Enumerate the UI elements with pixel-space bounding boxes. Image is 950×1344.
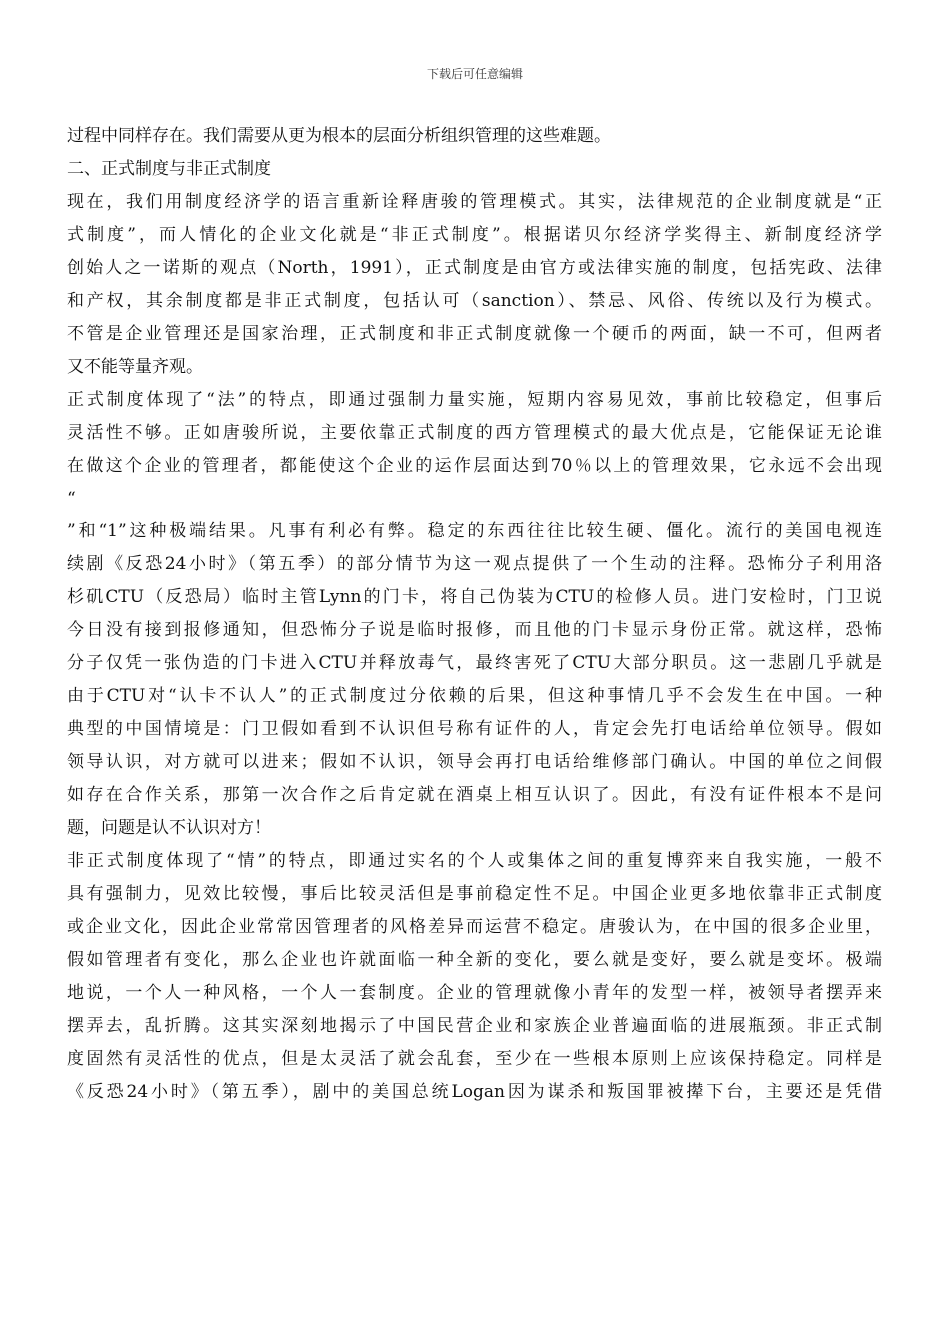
text-line: 不管是企业管理还是国家治理，正式制度和非正式制度就像一个硬币的两面，缺一不可，但两者 <box>67 324 882 344</box>
text-line: 正式制度体现了“法”的特点，即通过强制力量实施，短期内容易见效，事前比较稳定，但事后 <box>67 390 882 410</box>
text-line: 非正式制度体现了“情”的特点，即通过实名的个人或集体之间的重复博弈来自我实施，一般不 <box>67 851 882 871</box>
text-line: 和产权，其余制度都是非正式制度，包括认可（sanction）、禁忌、风俗、传统以及行为模式。 <box>67 291 882 311</box>
text-line: 创始人之一诺斯的观点（North，1991），正式制度是由官方或法律实施的制度，包括宪政、法律 <box>67 258 882 278</box>
text-line: 典型的中国情境是：门卫假如看到不认识但号称有证件的人，肯定会先打电话给单位领导。假如 <box>67 719 882 739</box>
text-line: 《反恐24小时》（第五季），剧中的美国总统Logan因为谋杀和叛国罪被撵下台，主要还是凭借 <box>67 1082 882 1102</box>
text-line: 式制度”，而人情化的企业文化就是“非正式制度”。根据诺贝尔经济学奖得主、新制度经济学 <box>67 225 882 245</box>
text-line: 灵活性不够。正如唐骏所说，主要依靠正式制度的西方管理模式的最大优点是，它能保证无论谁 <box>67 423 882 443</box>
text-line: 过程中同样存在。我们需要从更为根本的层面分析组织管理的这些难题。 <box>67 126 611 146</box>
text-line: 又不能等量齐观。 <box>67 357 203 377</box>
section-heading: 二、正式制度与非正式制度 <box>67 159 271 179</box>
text-line: 地说，一个人一种风格，一个人一套制度。企业的管理就像小青年的发型一样，被领导者摆弄来 <box>67 983 882 1003</box>
body-text <box>67 120 882 1109</box>
page-header: 下载后可任意编辑 <box>426 67 523 81</box>
text-line: 杉矶CTU（反恐局）临时主管Lynn的门卡，将自己伪装为CTU的检修人员。进门安检时，门卫说 <box>67 587 882 607</box>
text-line: 题，问题是认不认识对方！ <box>67 818 271 838</box>
text-line: 现在，我们用制度经济学的语言重新诠释唐骏的管理模式。其实，法律规范的企业制度就是“正 <box>67 192 882 212</box>
text-line: 今日没有接到报修通知，但恐怖分子说是临时报修，而且他的门卡显示身份正常。就这样，恐怖 <box>67 620 882 640</box>
text-line: 由于CTU对“认卡不认人”的正式制度过分依赖的后果，但这种事情几乎不会发生在中国。一种 <box>67 686 882 706</box>
text-line: 度固然有灵活性的优点，但是太灵活了就会乱套，至少在一些根本原则上应该保持稳定。同样是 <box>67 1049 882 1069</box>
text-line: 具有强制力，见效比较慢，事后比较灵活但是事前稳定性不足。中国企业更多地依靠非正式制度 <box>67 884 882 904</box>
text-line: 如存在合作关系，那第一次合作之后肯定就在酒桌上相互认识了。因此，有没有证件根本不是问 <box>67 785 882 805</box>
text-line: 分子仅凭一张伪造的门卡进入CTU并释放毒气，最终害死了CTU大部分职员。这一悲剧几乎就是 <box>67 653 882 673</box>
text-line: 领导认识，对方就可以进来；假如不认识，领导会再打电话给维修部门确认。中国的单位之间假 <box>67 752 882 772</box>
text-line: 在做这个企业的管理者，都能使这个企业的运作层面达到70％以上的管理效果，它永远不会出现 <box>67 456 882 476</box>
text-line: 或企业文化，因此企业常常因管理者的风格差异而运营不稳定。唐骏认为，在中国的很多企业里， <box>67 917 882 937</box>
text-line: 续剧《反恐24小时》（第五季）的部分情节为这一观点提供了一个生动的注释。恐怖分子利用洛 <box>67 554 882 574</box>
text-line: 假如管理者有变化，那么企业也许就面临一种全新的变化，要么就是变好，要么就是变坏。极端 <box>67 950 882 970</box>
text-line: 摆弄去，乱折腾。这其实深刻地揭示了中国民营企业和家族企业普遍面临的进展瓶颈。非正式制 <box>67 1016 882 1036</box>
text-line: “ <box>67 489 76 509</box>
text-line: ”和“1”这种极端结果。凡事有利必有弊。稳定的东西往往比较生硬、僵化。流行的美国电视连 <box>67 521 882 541</box>
